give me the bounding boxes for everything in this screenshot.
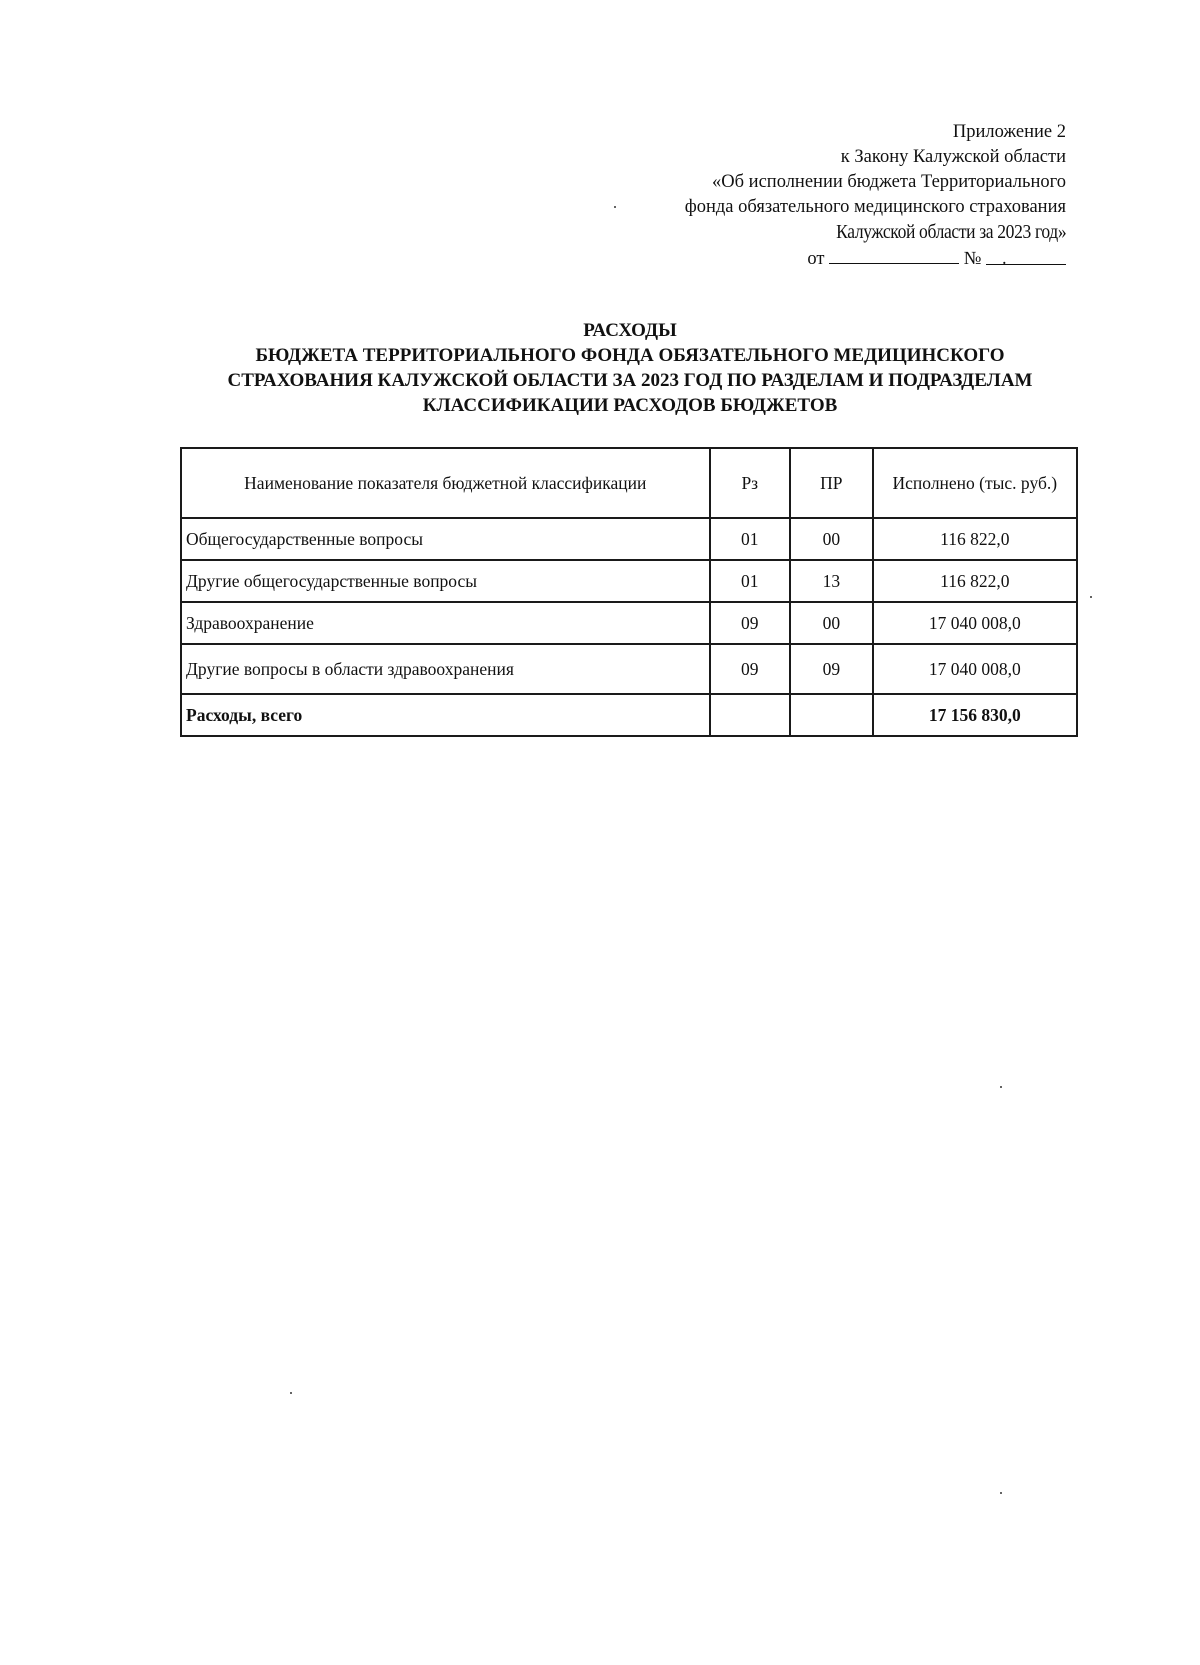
- scan-speck: [1000, 1492, 1002, 1494]
- total-row: [181, 694, 1077, 736]
- table-header-row: [181, 448, 1077, 518]
- title-line-2: БЮДЖЕТА ТЕРРИТОРИАЛЬНОГО ФОНДА ОБЯЗАТЕЛЬНОГО МЕДИЦИНСКОГО: [255, 345, 1005, 366]
- title-line-4: КЛАССИФИКАЦИИ РАСХОДОВ БЮДЖЕТОВ: [422, 395, 838, 416]
- header-rz: Рз: [710, 448, 791, 518]
- row-amount: 116 822,0: [873, 518, 1077, 560]
- total-rz: [710, 694, 791, 736]
- law-title-line-1: «Об исполнении бюджета Территориального: [712, 172, 1066, 192]
- date-label: от: [807, 249, 825, 269]
- date-blank: [829, 245, 959, 264]
- law-title-line-3: Калужской области за 2023 год»: [835, 222, 1066, 243]
- scan-speck: [614, 206, 616, 208]
- row-name: Общегосударственные вопросы: [181, 518, 710, 560]
- title-line-1: РАСХОДЫ: [583, 320, 677, 341]
- appendix-number: Приложение 2: [952, 122, 1066, 142]
- scan-speck: [1000, 1086, 1002, 1088]
- row-rz: 01: [710, 560, 791, 602]
- appendix-header: [685, 120, 1066, 272]
- header-name: Наименование показателя бюджетной классификации: [181, 448, 710, 518]
- number-value: .: [1002, 249, 1007, 269]
- row-pr: 00: [790, 602, 873, 644]
- row-rz: 09: [710, 644, 791, 694]
- row-amount: 17 040 008,0: [873, 602, 1077, 644]
- row-rz: 01: [710, 518, 791, 560]
- total-pr: [790, 694, 873, 736]
- law-reference: к Закону Калужской области: [840, 147, 1066, 167]
- scan-speck: [1090, 596, 1092, 598]
- row-name: Другие вопросы в области здравоохранения: [181, 644, 710, 694]
- table-row: [181, 560, 1077, 602]
- header-pr: ПР: [790, 448, 873, 518]
- expenses-table: [180, 447, 1078, 737]
- table-row: [181, 644, 1077, 694]
- document-title: [180, 318, 1080, 418]
- row-amount: 116 822,0: [873, 560, 1077, 602]
- date-number-line: [685, 245, 1066, 272]
- row-name: Здравоохранение: [181, 602, 710, 644]
- title-line-3: СТРАХОВАНИЯ КАЛУЖСКОЙ ОБЛАСТИ ЗА 2023 ГОД ПО РАЗДЕЛАМ И ПОДРАЗДЕЛАМ: [227, 370, 1033, 391]
- header-amount: Исполнено (тыс. руб.): [873, 448, 1077, 518]
- law-title-line-2: фонда обязательного медицинского страхования: [684, 197, 1066, 217]
- row-pr: 13: [790, 560, 873, 602]
- number-blank: [986, 247, 1066, 269]
- table-row: [181, 518, 1077, 560]
- total-name: Расходы, всего: [181, 694, 710, 736]
- row-amount: 17 040 008,0: [873, 644, 1077, 694]
- total-amount: 17 156 830,0: [873, 694, 1077, 736]
- row-name: Другие общегосударственные вопросы: [181, 560, 710, 602]
- number-label: №: [963, 249, 982, 269]
- row-rz: 09: [710, 602, 791, 644]
- row-pr: 09: [790, 644, 873, 694]
- row-pr: 00: [790, 518, 873, 560]
- table-row: [181, 602, 1077, 644]
- scan-speck: [290, 1392, 292, 1394]
